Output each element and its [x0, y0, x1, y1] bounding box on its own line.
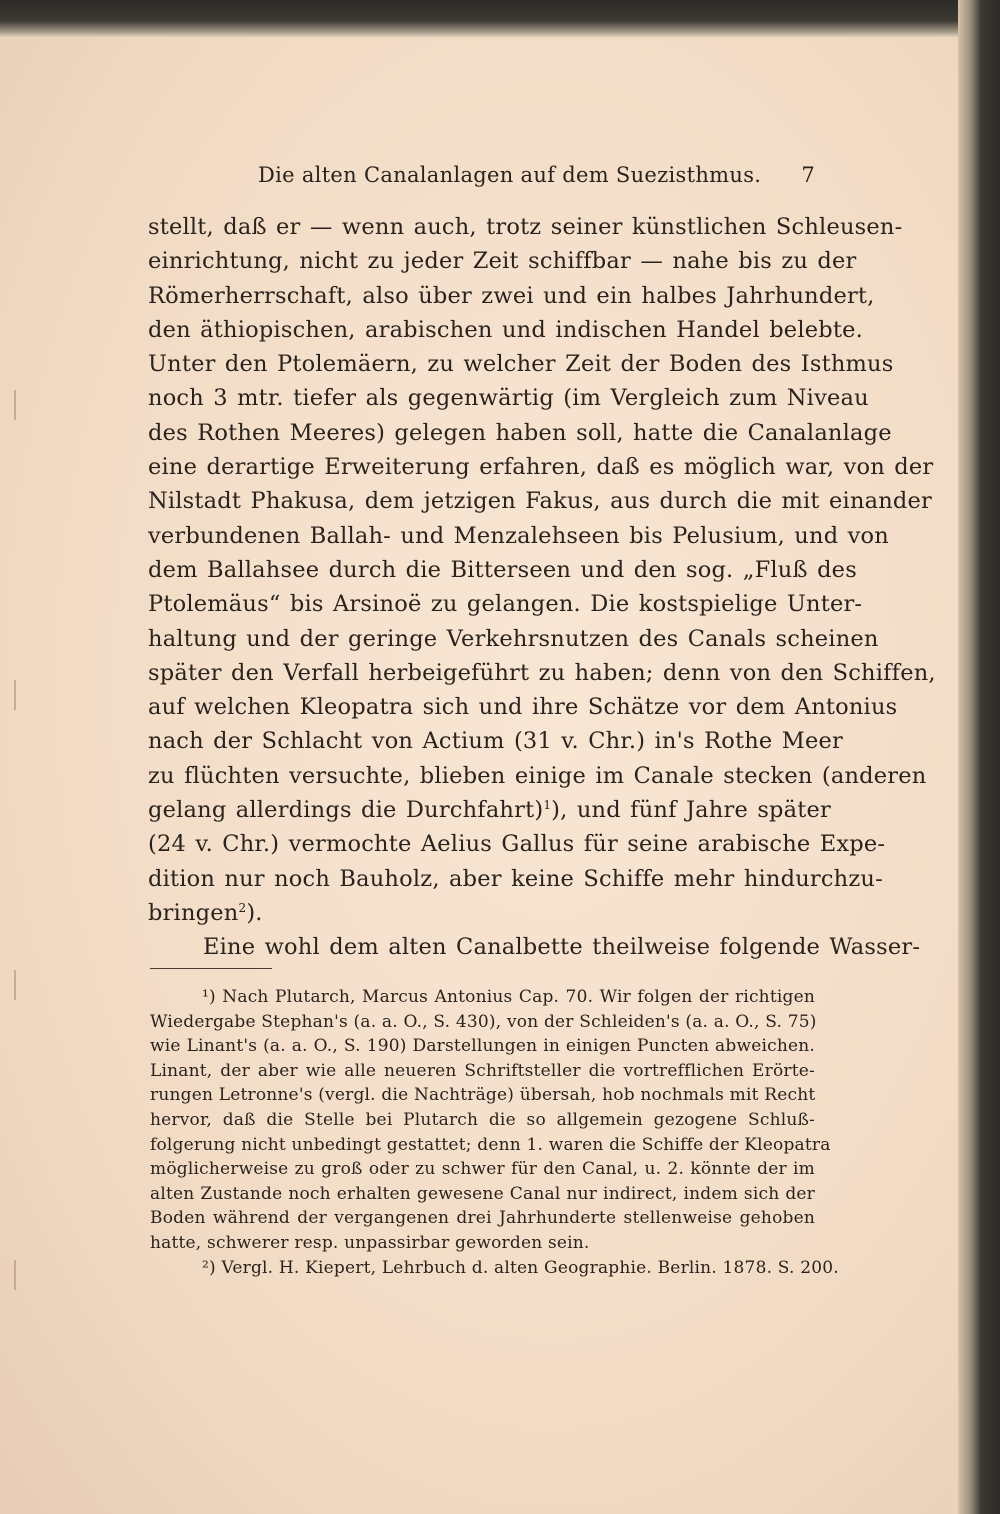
- body-line: dem Ballahsee durch die Bitterseen und den sog. „Fluß des: [148, 556, 857, 583]
- body-line: des Rothen Meeres) gelegen haben soll, hatte die Canalanlage: [148, 419, 892, 446]
- body-line: Ptolemäus“ bis Arsinoë zu gelangen. Die kostspielige Unter-: [148, 591, 863, 618]
- body-line: [148, 793, 831, 827]
- body-line: Eine wohl dem alten Canalbette theilweise folgende Wasser-: [203, 934, 921, 961]
- footnote-line: hervor, daß die Stelle bei Plutarch die so allgemein gezogene Schluß-: [150, 1109, 815, 1130]
- body-line: noch 3 mtr. tiefer als gegenwärtig (im Vergleich zum Niveau: [148, 385, 869, 412]
- footnote-line: alten Zustande noch erhalten gewesene Canal nur indirect, indem sich der: [150, 1183, 815, 1204]
- book-spine-edge: [958, 0, 1000, 1514]
- footnote-line: rungen Letronne's (vergl. die Nachträge) übersah, hob nochmals mit Recht: [150, 1085, 816, 1106]
- footnote-ref-1[interactable]: 1: [543, 798, 552, 813]
- body-line: auf welchen Kleopatra sich und ihre Schätze vor dem Antonius: [148, 694, 898, 721]
- footnote-line: wie Linant's (a. a. O., S. 190) Darstellungen in einigen Puncten abweichen.: [150, 1036, 815, 1057]
- body-line-tail: ).: [246, 899, 263, 926]
- footnote-line: ¹) Nach Plutarch, Marcus Antonius Cap. 70. Wir folgen der richtigen: [202, 987, 815, 1007]
- body-line: stellt, daß er — wenn auch, trotz seiner künstlichen Schleusen-: [148, 214, 903, 240]
- footnote-line: hatte, schwerer resp. unpassirbar geworden sein.: [150, 1232, 590, 1253]
- body-line: einrichtung, nicht zu jeder Zeit schiffbar — nahe bis zu der: [148, 248, 857, 275]
- body-line: [148, 896, 815, 930]
- book-top-edge: [0, 0, 1000, 38]
- body-line: zu flüchten versuchte, blieben einige im Canale stecken (anderen: [148, 762, 927, 789]
- body-line: eine derartige Erweiterung erfahren, daß es möglich war, von der: [148, 454, 934, 481]
- body-line: nach der Schlacht von Actium (31 v. Chr.) in's Rothe Meer: [148, 728, 844, 755]
- footnote-line: Boden während der vergangenen drei Jahrhunderte stellenweise gehoben: [150, 1208, 815, 1229]
- body-line: Nilstadt Phakusa, dem jetzigen Fakus, aus durch die mit einander: [148, 488, 933, 515]
- body-line: verbundenen Ballah- und Menzalehseen bis Pelusium, und von: [148, 522, 889, 549]
- body-line: (24 v. Chr.) vermochte Aelius Gallus für seine arabische Expe-: [148, 831, 886, 858]
- footnote-line: Wiedergabe Stephan's (a. a. O., S. 430), von der Schleiden's (a. a. O., S. 75): [150, 1011, 817, 1032]
- footnotes: [150, 985, 839, 1280]
- body-line: dition nur noch Bauholz, aber keine Schiffe mehr hindurchzu-: [148, 865, 883, 892]
- body-line-text: bringen: [148, 899, 239, 926]
- footnote-rule: [150, 968, 272, 969]
- margin-marks: [14, 130, 16, 1380]
- body-line: haltung und der geringe Verkehrsnutzen des Canals scheinen: [148, 625, 879, 652]
- footnote-ref-2[interactable]: 2: [238, 900, 247, 915]
- footnote-line: möglicherweise zu groß oder zu schwer für den Canal, u. 2. könnte der im: [150, 1159, 815, 1180]
- body-line-text: gelang allerdings die Durchfahrt): [148, 797, 544, 824]
- body-line-tail: ), und fünf Jahre später: [551, 797, 831, 824]
- body-line: Unter den Ptolemäern, zu welcher Zeit der Boden des Isthmus: [148, 351, 894, 378]
- footnote-line: ²) Vergl. H. Kiepert, Lehrbuch d. alten Geographie. Berlin. 1878. S. 200.: [202, 1257, 839, 1278]
- running-head: [150, 160, 815, 190]
- body-line: den äthiopischen, arabischen und indischen Handel belebte.: [148, 316, 863, 343]
- footnote-line: folgerung nicht unbedingt gestattet; denn 1. waren die Schiffe der Kleopatra: [150, 1134, 831, 1155]
- running-head-title: Die alten Canalanlagen auf dem Suezisthmus.: [258, 163, 762, 187]
- body-line: Römerherrschaft, also über zwei und ein halbes Jahrhundert,: [148, 282, 875, 309]
- body-line: später den Verfall herbeigeführt zu haben; denn von den Schiffen,: [148, 659, 936, 686]
- page-number: 7: [801, 163, 815, 187]
- footnote-line: Linant, der aber wie alle neueren Schriftsteller die vortrefflichen Erörte-: [150, 1060, 815, 1081]
- body-text: [148, 210, 936, 965]
